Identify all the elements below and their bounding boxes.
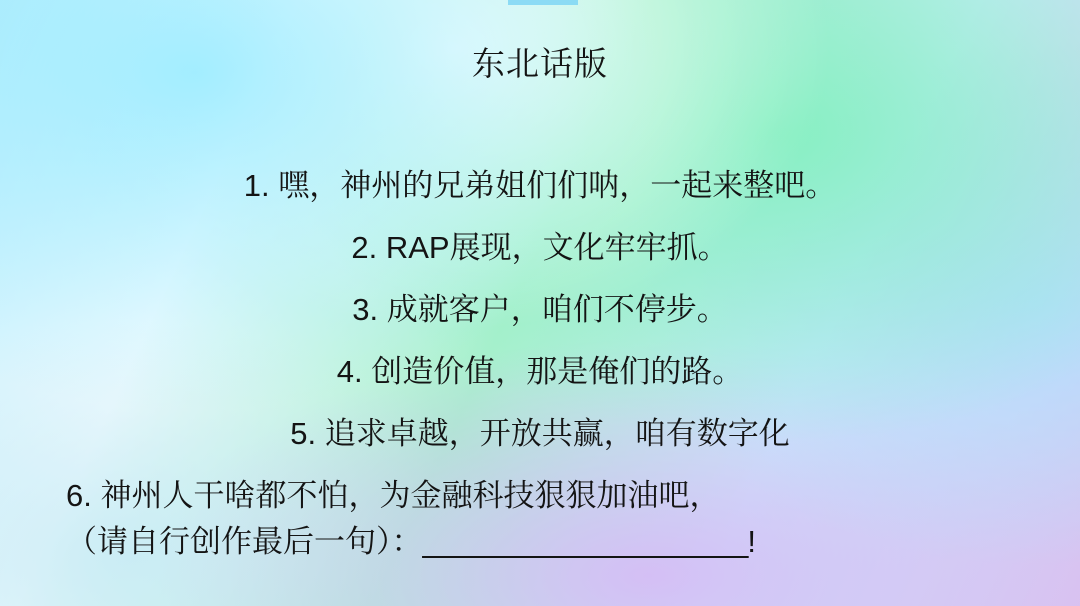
list-item: 2. RAP展现，文化牢牢抓。 [351,230,729,265]
fill-in-prompt: （请自行创作最后一句）： [66,524,423,559]
list-item: 5. 追求卓越，开放共赢，咱有数字化 [290,416,790,451]
list-item-last [30,473,1050,565]
page-title: 东北话版 [472,45,608,82]
top-accent-bar [508,0,578,5]
list-item: 3. 成就客户，咱们不停步。 [352,292,728,327]
fill-in-blank[interactable]: ____________________ [422,524,748,559]
fill-in-suffix: ! [747,524,756,559]
last-line-part1: 6. 神州人干啥都不怕，为金融科技狠狠加油吧， [66,478,721,513]
last-line-part2 [66,519,1050,565]
list-item: 4. 创造价值，那是俺们的路。 [336,354,744,389]
lyrics-list [0,155,1080,565]
list-item: 1. 嘿，神州的兄弟姐们们呐，一起来整吧。 [243,168,837,203]
